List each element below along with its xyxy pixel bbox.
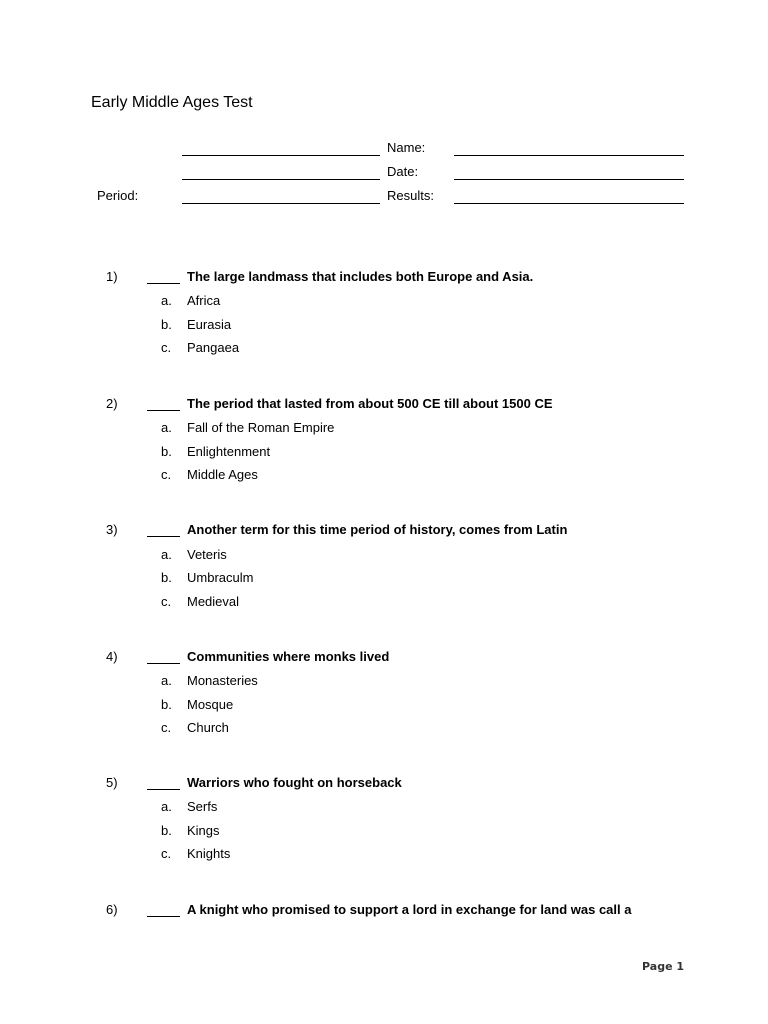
option-letter: c.	[161, 720, 172, 735]
option-text: Serfs	[187, 799, 218, 814]
option-letter: c.	[161, 340, 172, 355]
question-text: Warriors who fought on horseback	[187, 775, 402, 790]
option-b	[0, 317, 768, 335]
question-number: 6)	[106, 902, 118, 917]
answer-blank[interactable]	[147, 663, 180, 664]
question-6	[0, 902, 768, 922]
option-letter: a.	[161, 673, 172, 688]
question-number: 2)	[106, 396, 118, 411]
question-text: Communities where monks lived	[187, 649, 390, 664]
option-letter: a.	[161, 547, 172, 562]
option-text: Fall of the Roman Empire	[187, 420, 335, 435]
date-left-line	[182, 179, 380, 180]
page-number: Page 1	[642, 960, 685, 973]
period-field-line[interactable]	[182, 203, 380, 204]
option-letter: a.	[161, 420, 172, 435]
option-text: Knights	[187, 846, 231, 861]
option-a	[0, 420, 768, 438]
question-2	[0, 396, 768, 496]
question-number: 5)	[106, 775, 118, 790]
page-title: Early Middle Ages Test	[91, 94, 253, 111]
question-5	[0, 775, 768, 875]
question-number: 3)	[106, 522, 118, 537]
option-b	[0, 697, 768, 715]
answer-blank[interactable]	[147, 916, 180, 917]
option-c	[0, 594, 768, 612]
option-text: Mosque	[187, 697, 234, 712]
name-left-line	[182, 155, 380, 156]
option-a	[0, 547, 768, 565]
option-letter: c.	[161, 467, 172, 482]
question-3	[0, 522, 768, 622]
question-4	[0, 649, 768, 749]
question-number: 4)	[106, 649, 118, 664]
results-field-line[interactable]	[454, 203, 684, 204]
option-letter: b.	[161, 823, 172, 838]
period-label: Period:	[97, 188, 139, 203]
name-field-line[interactable]	[454, 155, 684, 156]
option-c	[0, 340, 768, 358]
option-text: Umbraculm	[187, 570, 254, 585]
question-text: A knight who promised to support a lord in exchange for land was call a	[187, 902, 632, 917]
option-letter: b.	[161, 697, 172, 712]
name-label: Name:	[387, 140, 426, 155]
option-letter: b.	[161, 317, 172, 332]
date-field-line[interactable]	[454, 179, 684, 180]
question-text: The large landmass that includes both Europe and Asia.	[187, 269, 534, 284]
option-text: Veteris	[187, 547, 227, 562]
option-c	[0, 846, 768, 864]
option-text: Pangaea	[187, 340, 240, 355]
option-letter: c.	[161, 594, 172, 609]
option-a	[0, 293, 768, 311]
option-text: Enlightenment	[187, 444, 271, 459]
answer-blank[interactable]	[147, 789, 180, 790]
option-letter: b.	[161, 570, 172, 585]
option-b	[0, 823, 768, 841]
option-c	[0, 720, 768, 738]
option-letter: c.	[161, 846, 172, 861]
results-label: Results:	[387, 188, 434, 203]
date-label: Date:	[387, 164, 419, 179]
option-c	[0, 467, 768, 485]
answer-blank[interactable]	[147, 536, 180, 537]
question-number: 1)	[106, 269, 118, 284]
answer-blank[interactable]	[147, 410, 180, 411]
question-text: Another term for this time period of history, comes from Latin	[187, 522, 568, 537]
option-text: Africa	[187, 293, 221, 308]
option-text: Church	[187, 720, 229, 735]
option-letter: b.	[161, 444, 172, 459]
option-a	[0, 673, 768, 691]
answer-blank[interactable]	[147, 283, 180, 284]
option-text: Middle Ages	[187, 467, 258, 482]
option-text: Monasteries	[187, 673, 258, 688]
option-text: Eurasia	[187, 317, 232, 332]
option-text: Medieval	[187, 594, 240, 609]
option-b	[0, 570, 768, 588]
question-text: The period that lasted from about 500 CE till about 1500 CE	[187, 396, 553, 411]
option-b	[0, 444, 768, 462]
option-letter: a.	[161, 799, 172, 814]
option-text: Kings	[187, 823, 220, 838]
question-1	[0, 269, 768, 369]
option-letter: a.	[161, 293, 172, 308]
option-a	[0, 799, 768, 817]
